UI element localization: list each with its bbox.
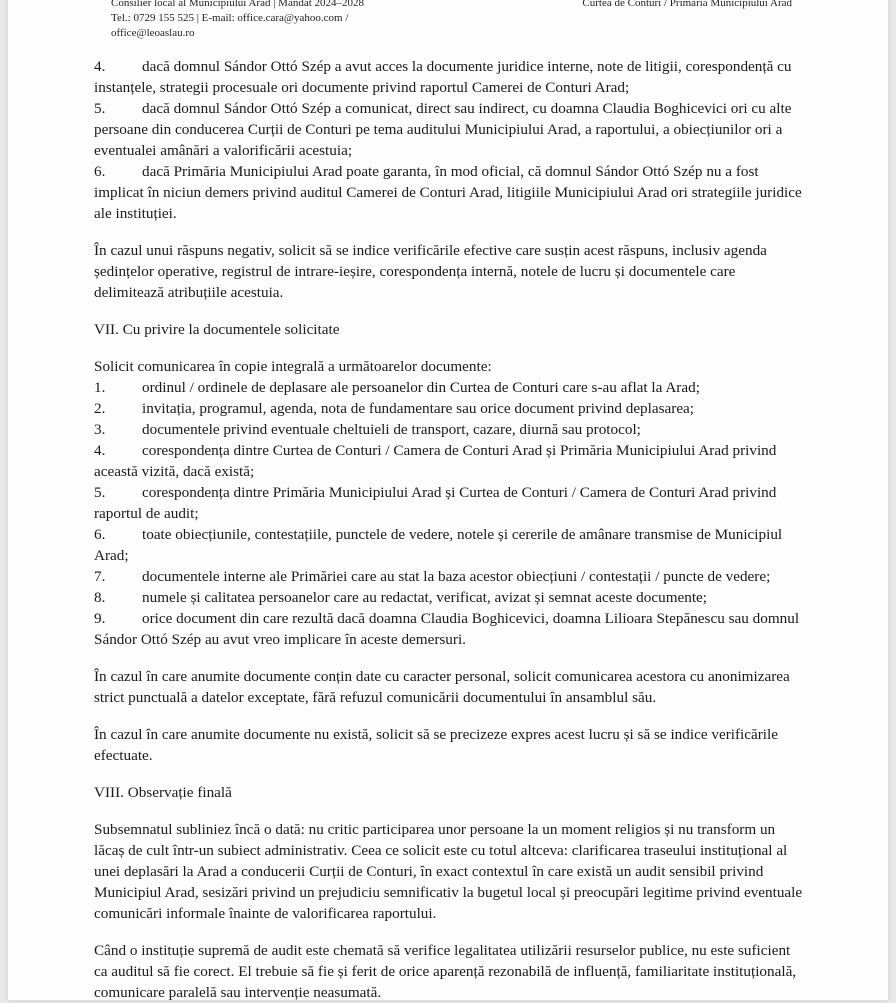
section-heading-viii: VIII. Observație finală <box>94 784 232 801</box>
header-line-3: office@leoaslau.ro <box>111 27 195 39</box>
list-item: 6. dacă Primăria Municipiului Arad poate garanta, în mod oficial, că domnul Sándor Ottó Szép nu a fost implicat în niciun demers privind auditul Camerei de Conturi Arad, litigiile Municipiului Arad ori strategiile juridice ale instituției. <box>94 163 802 222</box>
questions-list <box>94 56 806 224</box>
header-line-1: Consilier local al Municipiului Arad | Mandat 2024–2028 <box>111 0 365 9</box>
paragraph-missing-documents: În cazul în care anumite documente nu există, solicit să se precizeze expres acest lucru și să se indice verificările efectuate. <box>94 726 778 764</box>
list-item: 7. documentele interne ale Primăriei care au stat la baza acestor obiecțiuni / contestații / puncte de vedere; <box>94 568 771 585</box>
list-item: 1. ordinul / ordinele de deplasare ale persoanelor din Curtea de Conturi care s-au aflat la Arad; <box>94 379 700 396</box>
list-item: 8. numele și calitatea persoanelor care au redactat, verificat, avizat și semnat aceste documente; <box>94 589 708 606</box>
list-item: 4. dacă domnul Sándor Ottó Szép a avut acces la documente juridice interne, note de litigii, corespondență cu instanțele, strategii procesuale ori documente privind raportul Camerei de Conturi Arad; <box>94 58 792 96</box>
document-page <box>8 0 888 1000</box>
header-recipient: Curtea de Conturi / Primăria Municipiului Arad <box>582 0 792 9</box>
section-heading-vii: VII. Cu privire la documentele solicitate <box>94 321 340 338</box>
list-item: 3. documentele privind eventuale cheltuieli de transport, cazare, diurnă sau protocol; <box>94 421 641 438</box>
paragraph-personal-data: În cazul în care anumite documente conțin date cu caracter personal, solicit comunicarea acestora cu anonimizarea strict punctuală a datelor exceptate, fără refuzul comunicării documentului în ansamblul său. <box>94 668 790 706</box>
list-item: 6. toate obiecțiunile, contestațiile, punctele de vedere, notele și cererile de amânare transmise de Municipiul Arad; <box>94 526 783 564</box>
paragraph-negative-answer: În cazul unui răspuns negativ, solicit să se indice verificările efective care susțin acest răspuns, inclusiv agenda ședințelor operative, registrul de intrare-ieșire, corespondența internă, notele de lucru și documentele care delimitează atribuțiile acestuia. <box>94 242 767 301</box>
section-vii-intro: Solicit comunicarea în copie integrală a următoarelor documente: <box>94 358 492 375</box>
header-line-2: Tel.: 0729 155 525 | E-mail: office.cara@yahoo.com / <box>111 12 349 24</box>
document-body <box>94 56 806 1003</box>
list-item: 2. invitația, programul, agenda, nota de fundamentare sau orice document privind deplasarea; <box>94 400 695 417</box>
list-item: 5. corespondența dintre Primăria Municipiului Arad și Curtea de Conturi / Camera de Conturi Arad privind raportul de audit; <box>94 484 777 522</box>
documents-list <box>94 377 806 650</box>
header-contact <box>111 0 364 41</box>
list-item: 9. orice document din care rezultă dacă doamna Claudia Boghicevici, doamna Lilioara Stepănescu sau domnul Sándor Ottó Szép au avut vreo implicare în aceste demersuri. <box>94 610 800 648</box>
paragraph-final-observation-1: Subsemnatul subliniez încă o dată: nu critic participarea unor persoane la un moment religios și nu transform un lăcaș de cult într-un subiect administrativ. Ceea ce solicit este cu totul altceva: clarificarea traseului instituțional al unei deplasări la Arad a conducerii Curții de Conturi, în exact contextul în care există un audit sensibil privind Municipiul Arad, sesizări privind un prejudiciu semnificativ la bugetul local și preocupări legitime privind eventuale comunicări informale înainte de valorificarea raportului. <box>94 821 803 922</box>
paragraph-final-observation-2: Când o instituție supremă de audit este chemată să verifice legalitatea utilizării resurselor publice, nu este suficient ca auditul să fie corect. El trebuie să fie și ferit de orice aparență rezonabilă de influență, familiaritate instituțională, comunicare paralelă sau intervenție neasumată. <box>94 942 797 1001</box>
list-item: 4. corespondența dintre Curtea de Conturi / Camera de Conturi Arad și Primăria Municipiului Arad privind această vizită, dacă există; <box>94 442 777 480</box>
list-item: 5. dacă domnul Sándor Ottó Szép a comunicat, direct sau indirect, cu doamna Claudia Boghicevici ori cu alte persoane din conducerea Curții de Conturi pe tema auditului Municipiului Arad, a raportului, a obiecțiunilor ori a eventualei amânări a valorificării acestuia; <box>94 100 792 159</box>
